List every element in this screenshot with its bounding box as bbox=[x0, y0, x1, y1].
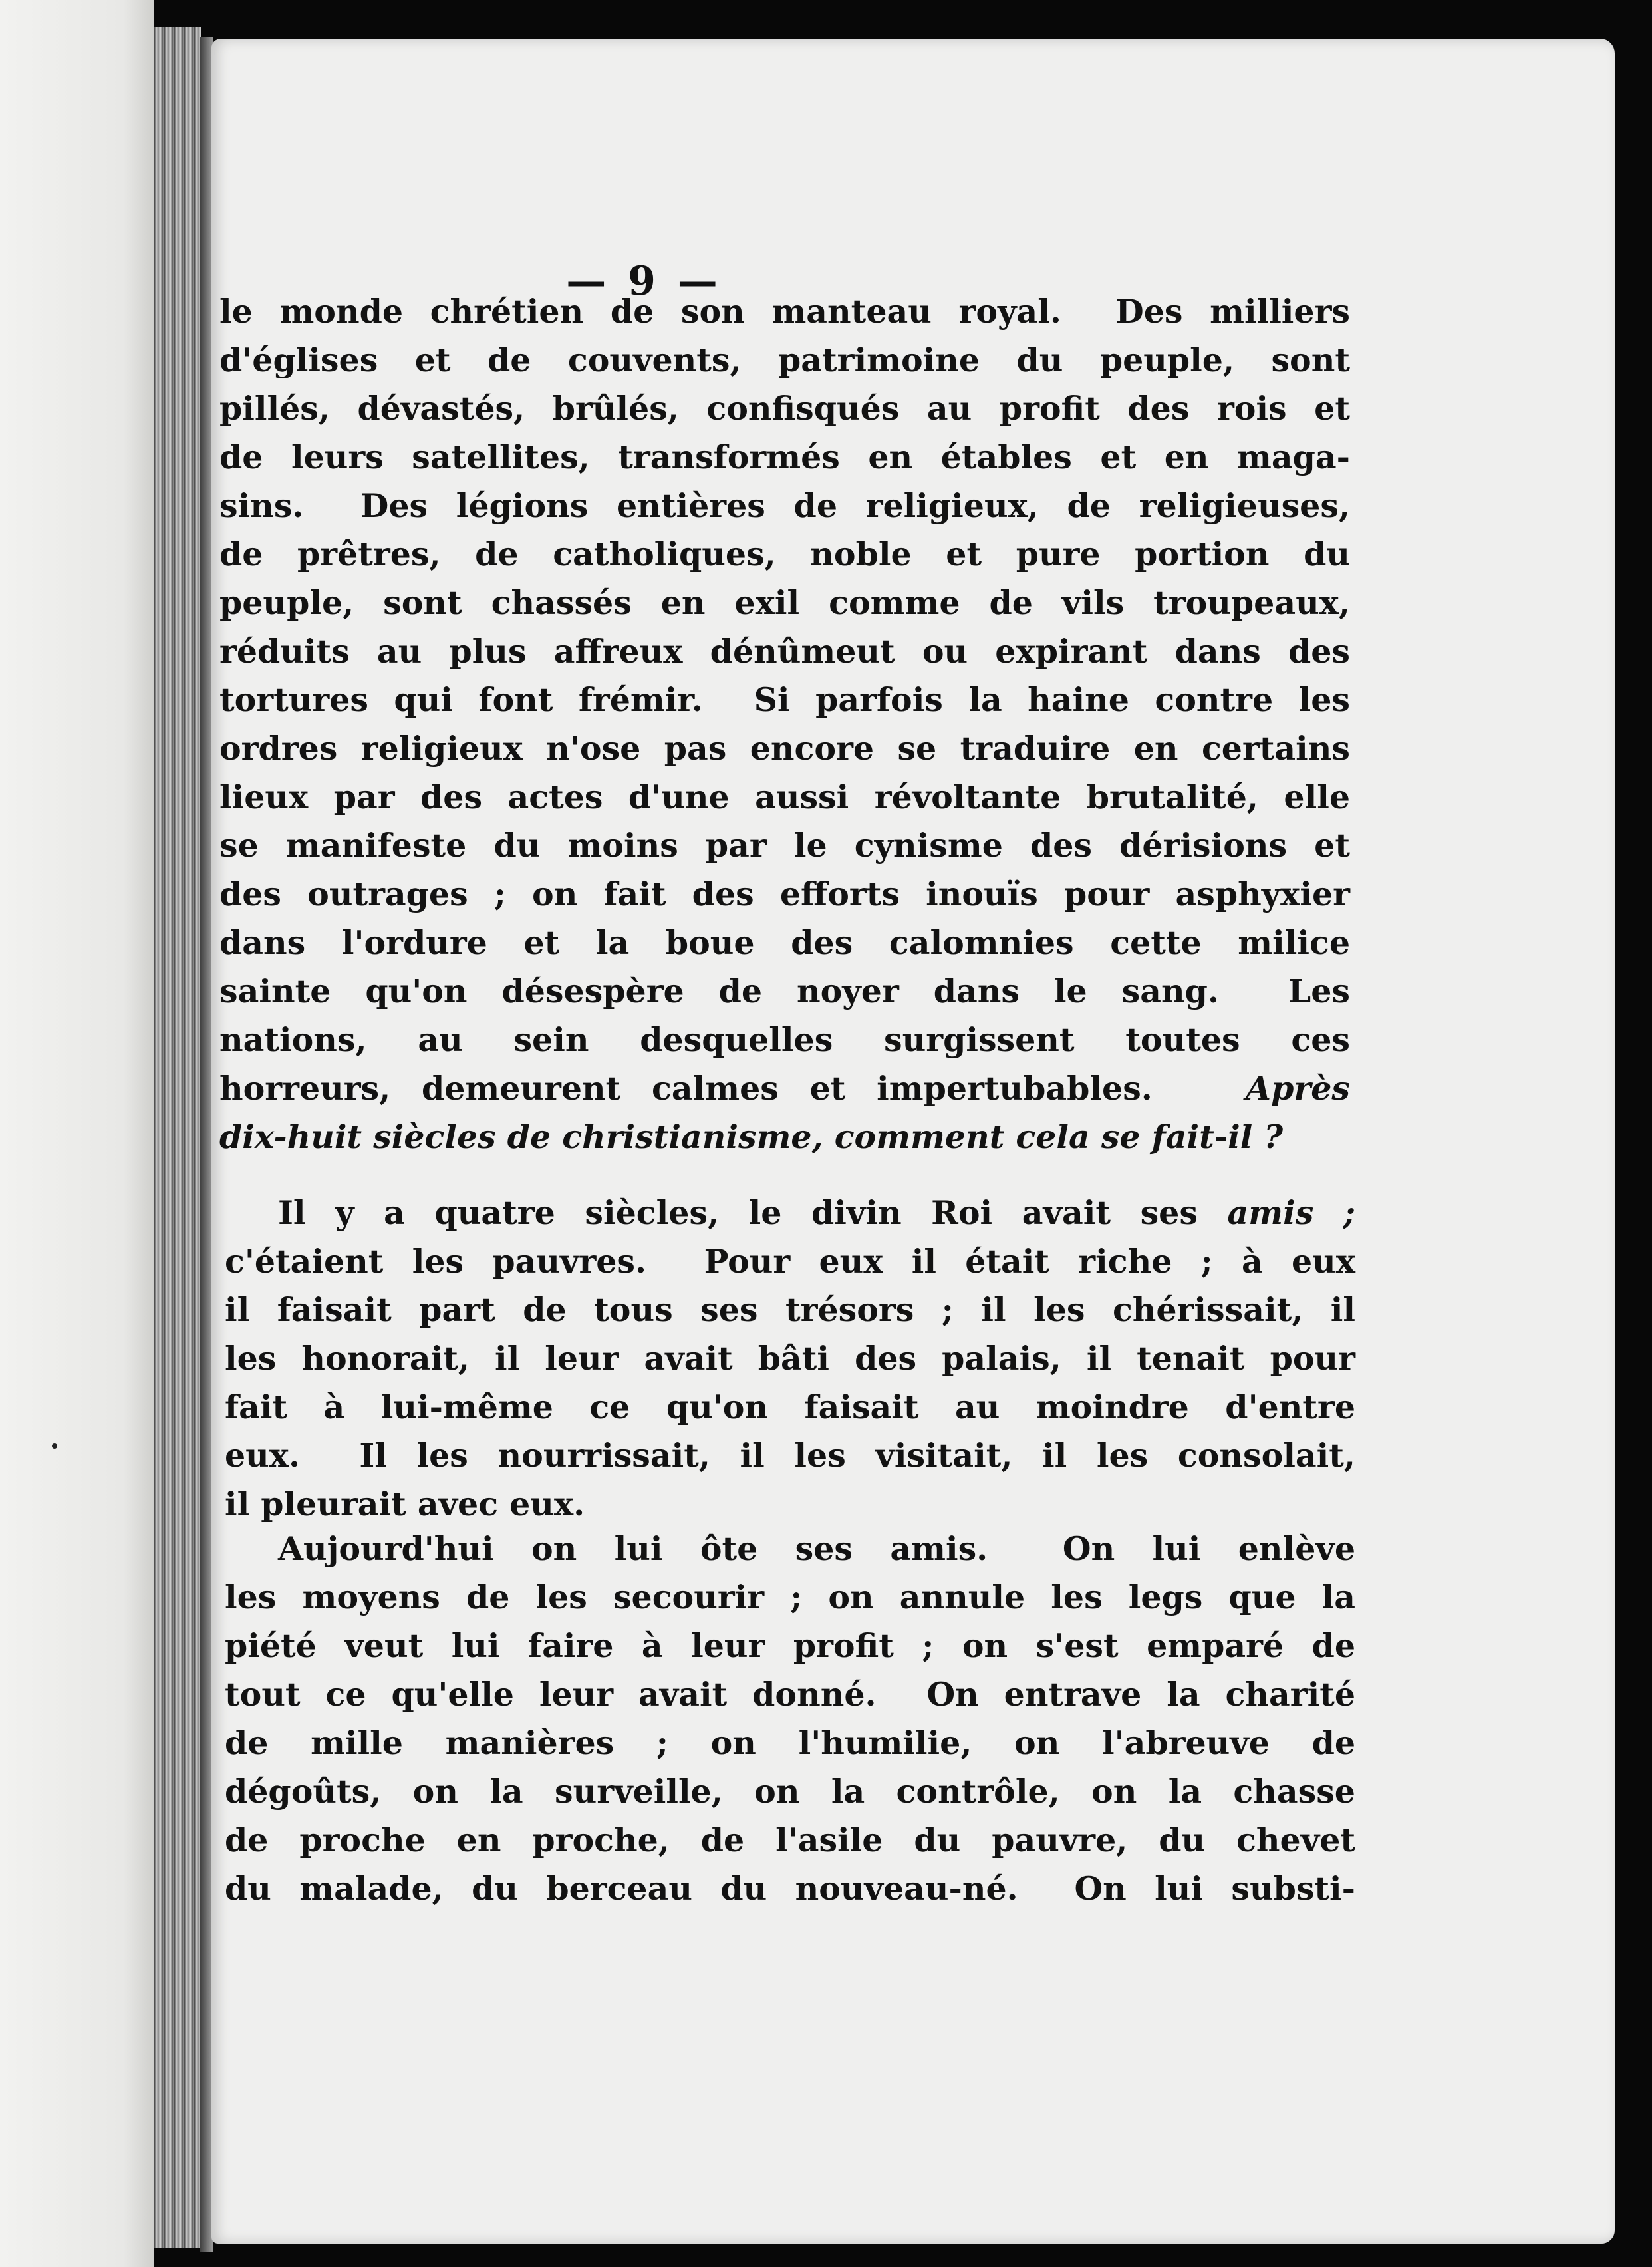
text-line: du malade, du berceau du nouveau-né. On lui substi- bbox=[225, 1869, 1355, 1908]
text-line: de leurs satellites, transformés en étables et en maga- bbox=[219, 438, 1350, 476]
text-line: dégoûts, on la surveille, on la contrôle, on la chasse bbox=[225, 1772, 1355, 1811]
italic-run: Après bbox=[1246, 1069, 1350, 1108]
italic-line bbox=[219, 1113, 1350, 1161]
text-line: le monde chrétien de son manteau royal. Des milliers bbox=[219, 292, 1350, 331]
text-line: sainte qu'on désespère de noyer dans le sang. Les bbox=[219, 972, 1350, 1010]
text-line: peuple, sont chassés en exil comme de vils troupeaux, bbox=[219, 583, 1350, 622]
binding-shadow bbox=[200, 37, 213, 2252]
text-line: les honorait, il leur avait bâti des palais, il tenait pour bbox=[225, 1339, 1355, 1378]
text-line: réduits au plus affreux dénûmeut ou expirant dans des bbox=[219, 632, 1350, 671]
text-line: d'églises et de couvents, patrimoine du peuple, sont bbox=[219, 341, 1350, 379]
text-line: lieux par des actes d'une aussi révoltante brutalité, elle bbox=[219, 778, 1350, 816]
text-line: piété veut lui faire à leur profit ; on s'est emparé de bbox=[225, 1626, 1355, 1665]
paragraph-3 bbox=[225, 1525, 1355, 1913]
text-line: se manifeste du moins par le cynisme des dérisions et bbox=[219, 826, 1350, 865]
text-line: nations, au sein desquelles surgissent toutes ces bbox=[219, 1020, 1350, 1059]
text-line: c'étaient les pauvres. Pour eux il était riche ; à eux bbox=[225, 1242, 1355, 1281]
text-run: Il y a quatre siècles, le divin Roi avait ses bbox=[278, 1193, 1198, 1232]
text-line: il faisait part de tous ses trésors ; il les chérissait, il bbox=[225, 1290, 1355, 1329]
paragraph-1 bbox=[219, 287, 1350, 1161]
text-line: de proche en proche, de l'asile du pauvre, du chevet bbox=[225, 1821, 1355, 1859]
italic-run: dix-huit siècles de christianisme, comment cela se fait-il ? bbox=[219, 1118, 1284, 1156]
text-line: fait à lui-même ce qu'on faisait au moindre d'entre bbox=[225, 1388, 1355, 1426]
text-line: il pleurait avec eux. bbox=[225, 1485, 585, 1523]
page-number: — 9 — bbox=[566, 258, 722, 305]
text-line: les moyens de les secourir ; on annule les legs que la bbox=[225, 1578, 1355, 1616]
text-line: des outrages ; on fait des efforts inouïs pour asphyxier bbox=[219, 875, 1350, 913]
text-run: horreurs, demeurent calmes et impertubables. bbox=[219, 1069, 1153, 1108]
text-line: pillés, dévastés, brûlés, confisqués au profit des rois et bbox=[219, 389, 1350, 428]
paragraph-2 bbox=[225, 1189, 1355, 1529]
text-line: ordres religieux n'ose pas encore se traduire en certains bbox=[219, 729, 1350, 768]
text-line: tortures qui font frémir. Si parfois la haine contre les bbox=[219, 680, 1350, 719]
text-line: de prêtres, de catholiques, noble et pure portion du bbox=[219, 535, 1350, 573]
previous-page-edge bbox=[0, 0, 154, 2267]
book-binding bbox=[154, 27, 201, 2248]
text-line-mixed bbox=[219, 1064, 1350, 1113]
text-line: sins. Des légions entières de religieux, de religieuses, bbox=[219, 486, 1350, 525]
italic-run: amis ; bbox=[1227, 1193, 1355, 1232]
text-line: de mille manières ; on l'humilie, on l'abreuve de bbox=[225, 1724, 1355, 1762]
text-line: eux. Il les nourrissait, il les visitait, il les consolait, bbox=[225, 1436, 1355, 1475]
text-line-mixed bbox=[225, 1189, 1355, 1237]
ink-speck bbox=[52, 1443, 57, 1449]
text-line: dans l'ordure et la boue des calomnies cette milice bbox=[219, 923, 1350, 962]
text-line: tout ce qu'elle leur avait donné. On entrave la charité bbox=[225, 1675, 1355, 1714]
text-line: Aujourd'hui on lui ôte ses amis. On lui enlève bbox=[278, 1529, 1355, 1568]
